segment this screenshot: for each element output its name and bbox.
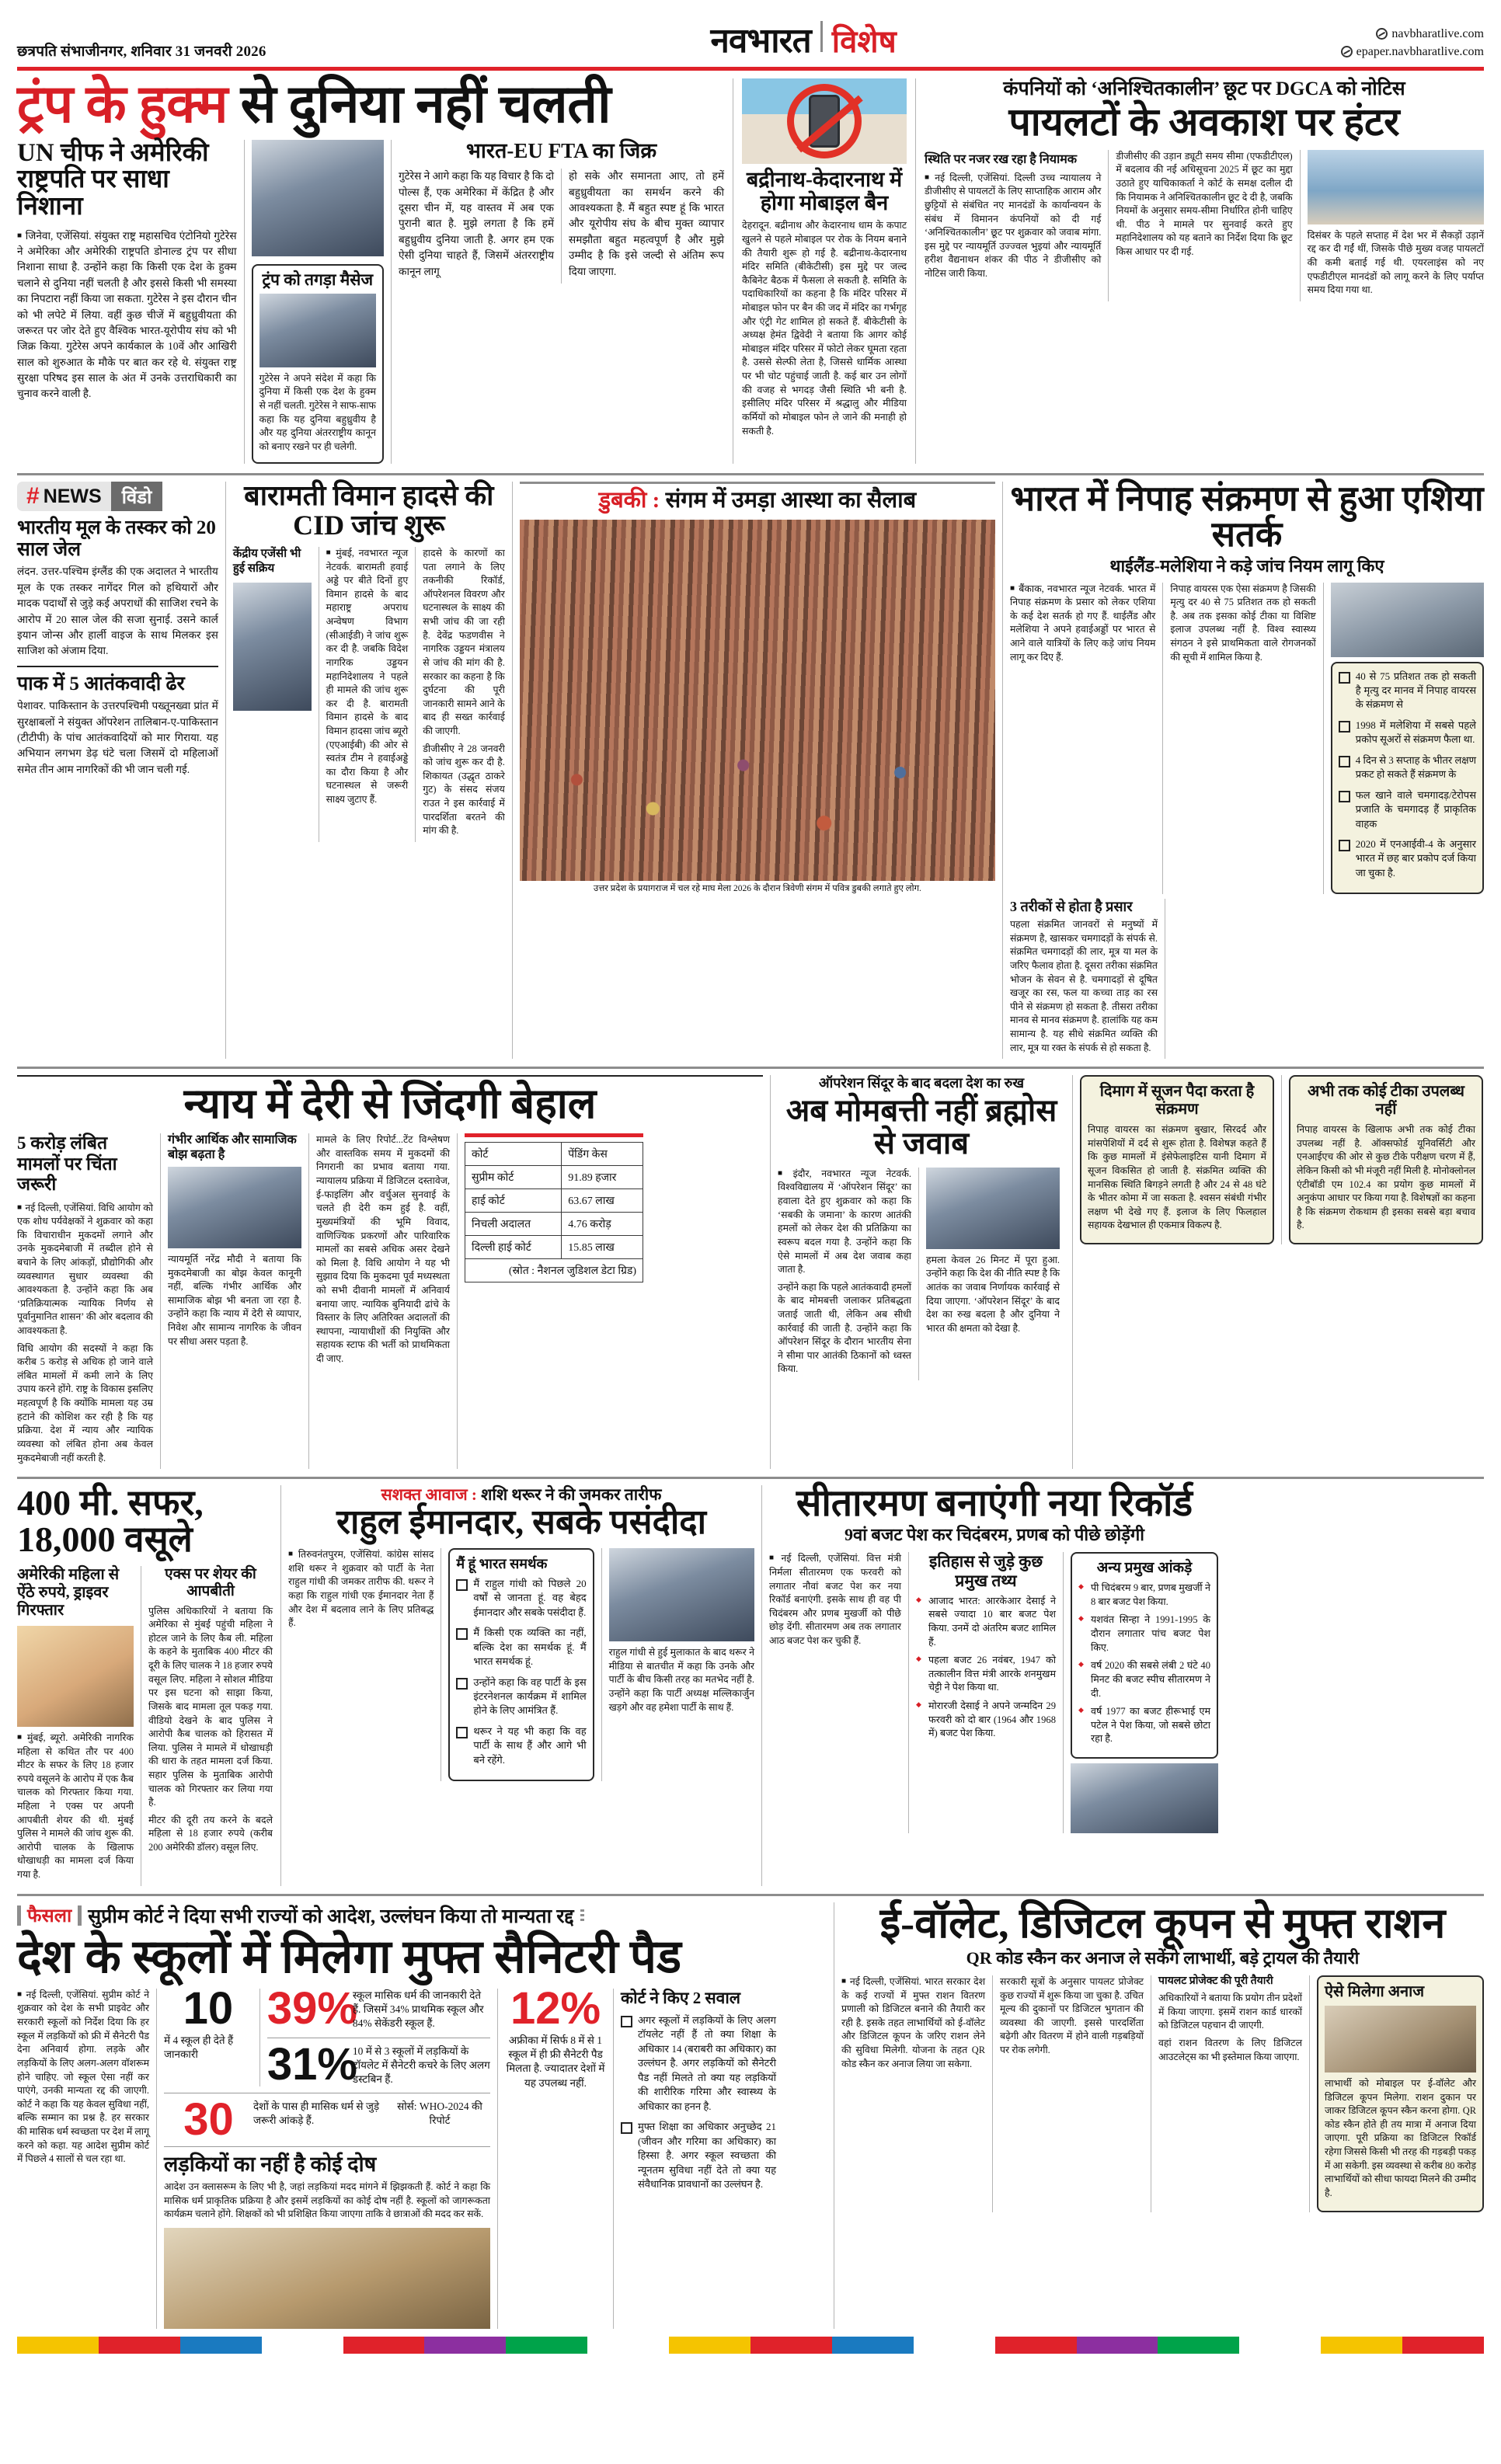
baramati-story xyxy=(233,482,505,1059)
baramati-headline: बारामती विमान हादसे की CID जांच शुरू xyxy=(244,480,494,541)
table-row xyxy=(465,1189,643,1213)
color-swatch xyxy=(587,2337,669,2354)
color-swatch xyxy=(1239,2337,1321,2354)
list-item: मैं किसी एक व्यक्ति का नहीं, बल्कि देश का समर्थक हूं. मैं भारत समर्थक हूं. xyxy=(456,1626,586,1669)
tharoor-box-title: मैं हूं भारत समर्थक xyxy=(456,1556,548,1572)
trump-box-title: ट्रंप को तगड़ा मैसेज xyxy=(262,270,374,289)
band-divider-4 xyxy=(17,1894,1484,1896)
stat-number: 31% xyxy=(266,2038,357,2090)
lead-headline-black: से दुनिया नहीं चलती xyxy=(240,75,611,134)
nipah-vaccine-box xyxy=(1289,1075,1483,1244)
sangam-crowd-photo xyxy=(520,520,995,881)
top-band xyxy=(11,75,1490,464)
color-swatch xyxy=(669,2337,750,2354)
lead-subhead: UN चीफ ने अमेरिकी राष्ट्रपति पर साधा निशाना xyxy=(17,138,209,221)
airport-screening-photo xyxy=(1331,583,1484,657)
ewallet-pilot-body: अधिकारियों ने बताया कि प्रयोग तीन प्रदेशों में किया जाएगा. इसमें राशन कार्ड धारकों को डिजिटल पहचान दी जाएगी. xyxy=(1158,1992,1302,2031)
hash-news-label: NEWS xyxy=(43,485,102,507)
nyay-story xyxy=(17,1075,763,1469)
brahmos-story xyxy=(778,1075,1065,1469)
hash-item1-body: लंदन. उत्तर-पश्चिम इंग्लैंड की एक अदालत ने भारतीय मूल के एक तस्कर नागेंदर गिल को हथियारों और मादक पदार्थों से जुड़े कई अपराधों की साजिश रचने के आरोप में 20 साल जेल की सजा सुनाई. उसने कार्ल इयान जोन्स और हार्ली वाइज के साथ मिलकर इस साजिश को अंजाम दिया. xyxy=(17,566,218,657)
tharoor-body-2: राहुल गांधी से हुई मुलाकात के बाद थरूर ने मीडिया से बातचीत में कहा कि उनके और पार्टी के बीच किसी तरह का मतभेद नहीं है. उन्होंने कहा कि पार्टी अध्यक्ष मल्लिकार्जुन खड़गे और वह हमेशा पार्टी के साथ हैं. xyxy=(608,1647,754,1713)
color-swatch xyxy=(995,2337,1077,2354)
lead-body-2: गुटेरेस ने आगे कहा कि यह विचार है कि दो पोल्स हैं, एक अमेरिका में केंद्रित है और दूसरा चीन में, यह वास्तव में अब एक पुरानी बात है. मुझे लगता है कि हमें बहुध्रुवीय दुनिया जाती है. अगर हम एक ऐसी दुनिया चाहते हैं, जिसमें अंतरराष्ट्रीय कानून लागू xyxy=(399,170,554,277)
color-swatch xyxy=(1158,2337,1239,2354)
table-source: (स्रोत : नैशनल जुडिशल डेटा ग्रिड) xyxy=(465,1259,643,1282)
hash-news-column xyxy=(17,482,218,1059)
sitharaman-subhead: 9वां बजट पेश कर चिदंबरम, प्रणब को पीछे छोड़ेंगी xyxy=(845,1525,1144,1545)
ration-shop-photo xyxy=(1325,2006,1476,2072)
stat-number: 39% xyxy=(266,1982,357,2034)
hash-news-tag-b: विंडो xyxy=(111,482,163,511)
nyay-body-3: न्यायमूर्ति नरेंद्र मौदी ने बताया कि मुकदमेबाजी का बोझ केवल कानूनी नहीं, बल्कि गंभीर आर्थिक और सामाजिक बोझ भी बनता जा रहा है. उन्होंने कहा कि न्याय में देरी से व्यापार, निवेश और सामान्य नागरिक के जीवन पर सीधा असर पड़ता है. xyxy=(168,1254,301,1347)
newspaper-logo xyxy=(710,16,896,62)
ewallet-subhead: QR कोड स्कैन कर अनाज ले सकेंगे लाभार्थी, बड़े ट्रायल की तैयारी xyxy=(966,1947,1360,1968)
second-band xyxy=(11,479,1490,1059)
masthead-rule xyxy=(17,67,1484,71)
tharoor-headline: राहुल ईमानदार, सबके पसंदीदा xyxy=(336,1503,706,1542)
list-item: 1998 में मलेशिया में सबसे पहले प्रकोप सूअरों से संक्रमण फैला था. xyxy=(1339,719,1476,747)
fta-subsection-title: भारत-EU FTA का जिक्र xyxy=(465,138,657,162)
brahmos-body-2: उन्होंने कहा कि पहले आतंकवादी हमलों के बाद मोमबत्ती जलाकर प्रतिबद्धता जताई जाती थी, लेकिन अब सीधी कार्रवाई की जाती है. उन्होंने कहा कि ऑपरेशन सिंदूर के दौरान भारतीय सेना ने सीमा पार आतंकी ठिकानों को ध्वस्त किया. xyxy=(778,1281,911,1375)
color-swatch xyxy=(1402,2337,1484,2354)
tharoor-photo xyxy=(609,1548,754,1641)
dgca-body-2: डीजीसीए की उड़ान ड्यूटी समय सीमा (एफडीटीएल) में बदलाव की नई अधिसूचना 2025 में छूट का मुद्दा उठाते हुए याचिकाकर्ता ने कोर्ट के समक्ष दलील दी कि नियामक ने अनिश्चितकालीन छूट दे दी है, जबकि नियमों के अनुसार समय-सीमा निर्धारित होनी चाहिए थी. पीठ ने मामले पर सुनवाई करते हुए महानिदेशालय को यह बताने का निर्देश दिया कि छूट किस आधार पर दी गई. xyxy=(1116,150,1293,258)
color-swatch xyxy=(17,2337,99,2354)
color-swatch xyxy=(750,2337,832,2354)
ewallet-headline: ई-वॉलेट, डिजिटल कूपन से मुफ्त राशन xyxy=(879,1899,1446,1947)
faisla-tag-row xyxy=(17,1902,827,1929)
nyay-body-1: ■ नई दिल्ली, एजेंसियां. विधि आयोग को एक शोध पर्यवेक्षकों ने शुक्रवार को कहा कि विचाराधीन मुकदमों लगाने और उनके मुकदमेबाजी में तब्दील होने से बचाने के लिए आंकड़ों, प्रौद्योगिकी और व्यवस्थागत सुधार व्यवस्था की आवश्यकता है. उन्होंने कहा कि अब ‘प्रतिक्रियात्मक न्यायिक निर्णय से पूर्वानुमानित शासन’ की ओर बदलाव की आवश्यकता है. xyxy=(17,1202,153,1338)
sanitary-questions-title: कोर्ट ने किए 2 सवाल xyxy=(621,1988,741,2007)
color-swatch xyxy=(506,2337,587,2354)
nipah-story xyxy=(1010,479,1484,1059)
sitharaman-facts-title: इतिहास से जुड़े कुछ प्रमुख तथ्य xyxy=(928,1552,1043,1590)
lead-body-3: हो सके और समानता आए, तो हमें बहुध्रुवीयता का समर्थन करने की आवश्यकता है. मैं बहुत स्पष्ट हूं कि भारत और यूरोपीय संघ के बीच मुक्त व्यापार समझौता बहुत महत्वपूर्ण है और मुझे उम्मीद है कि इसे जल्दी से अंतिम रूप दिया जाएगा. xyxy=(569,170,724,277)
lead-headline xyxy=(17,75,724,134)
cell-cases: 4.76 करोड़ xyxy=(562,1213,643,1236)
dgca-body-3: दिसंबर के पहले सप्ताह में देश भर में सैकड़ों उड़ानें रद्द कर दी गईं थीं, जिसके पीछे मुख्य वजह पायलटों की कमी बताई गई थी. एयरलाइंस को नए एफडीटीएल मानदंडों को लागू करने के लिए पर्याप्त समय दिया गया था. xyxy=(1307,229,1484,296)
pending-cases-table xyxy=(465,1142,643,1282)
stat-source: सोर्स: WHO-2024 की रिपोर्ट xyxy=(397,2100,482,2127)
list-item: अगर स्कूलों में लड़कियों के लिए अलग टॉयलेट नहीं हैं तो क्या शिक्षा के अधिकार 14 (बराबरी का अधिकार) का उल्लंघन है. अगर लड़कियों को सैनेटरी पैड नहीं मिलते तो क्या यह लड़कियों की शारीरिक गरिमा और स्वास्थ्य के अधिकार का हनन है. xyxy=(621,2013,776,2114)
logo-edition-text: विशेष xyxy=(831,24,897,59)
dubki-caption: उत्तर प्रदेश के प्रयागराज में चल रहे माघ मेला 2026 के दौरान त्रिवेणी संगम में पवित्र डुबकी लगाते हुए लोग. xyxy=(593,884,921,894)
list-item: मैं राहुल गांधी को पिछले 20 वर्षों से जानता हूं. वह बेहद ईमानदार और सबके पसंदीदा हैं. xyxy=(456,1577,586,1620)
logo-main-text: नवभारत xyxy=(710,22,811,60)
list-item: ◆ वर्ष 2020 की सबसे लंबी 2 घंटे 40 मिनट की बजट स्पीच सीतारमण ने दी. xyxy=(1078,1659,1210,1700)
logo-divider xyxy=(820,21,823,52)
nipah-brain-box xyxy=(1080,1075,1274,1244)
baramati-body-1: ■ मुंबई, नवभारत न्यूज नेटवर्क. बारामती हवाई अड्डे पर बीते दिनों हुए विमान हादसे के बाद महाराष्ट्र अपराध अन्वेषण विभाग (सीआईडी) ने जांच शुरू कर दी है. जबकि विदेश नागरिक उड्डयन महानिदेशालय ने पहले ही मामले की जांच शुरू कर दी है. बारामती विमान हादसे के बाद विमान हादसा जांच ब्यूरो (एएआईबी) की ओर से स्वतंत्र टीम ने हवाईअड्डे का दौरा किया है और घटनास्थल से जरूरी साक्ष्य जुटाए हैं. xyxy=(326,547,409,807)
fourth-band xyxy=(11,1485,1490,1886)
band-divider-1 xyxy=(17,473,1484,475)
color-swatch xyxy=(262,2337,343,2354)
sitharaman-box-list xyxy=(1078,1582,1210,1746)
col-header-court: कोर्ट xyxy=(465,1143,562,1166)
baramati-sub: केंद्रीय एजेंसी भी हुई सक्रिय xyxy=(232,548,301,575)
tharoor-box-list xyxy=(456,1577,586,1767)
stat-note: 10 में से 3 स्कूलों में लड़कियों के टॉयलेट में सैनेटरी कचरे के लिए अलग डस्टबिन हैं. xyxy=(352,2045,490,2085)
dgca-body-1: ■ नई दिल्ली, एजेंसियां. दिल्ली उच्च न्यायालय ने डीजीसीए से पायलटों के लिए साप्ताहिक आराम और छुट्टियों से संबंधित नए मानदंडों के कार्यान्वयन के संबंध में विमानन कंपनियों को दी गई ‘अनिश्चितकालीन’ छूट पर शुक्रवार को जवाब मांगा. इस मुद्दे पर न्यायमूर्ति उज्ज्वल भुइयां और न्यायमूर्ति हरीश वैद्यनाथन शंकर की पीठ ने डीजीसीए को नोटिस जारी किया. xyxy=(925,172,1101,281)
sanitary-sub-body: आदेश उन क्लासरूम के लिए भी है, जहां लड़कियां मदद मांगने में झिझकती हैं. कोर्ट ने कहा कि मासिक धर्म प्राकृतिक प्रक्रिया है और इसमें लड़कियों का कोई दोष नहीं है. स्कूलों को जागरूकता कार्यक्रम चलाने होंगे. शिक्षकों को भी प्रशिक्षित किया जाएगा ताकि वे छात्राओं की मदद कर सकें. xyxy=(164,2181,490,2220)
hash-item1-title: भारतीय मूल के तस्कर को 20 साल जेल xyxy=(17,517,216,560)
color-swatch xyxy=(914,2337,995,2354)
tharoor-quotes-box xyxy=(448,1548,594,1781)
cell-court: सुप्रीम कोर्ट xyxy=(465,1166,562,1189)
nipah-box4-body: निपाह वायरस का संक्रमण बुखार, सिरदर्द और मांसपेशियों में दर्द से शुरू होता है. विशेषज्ञ कहते हैं कि कुछ मामलों में इंसेफेलाइटिस यानी दिमाग में सूजन विकसित हो जाती है. संक्रमित व्यक्ति की मानसिक स्थिति बिगड़ने लगती है और 24 से 48 घंटे के भीतर कोमा में जा सकता है. श्वसन संबंधी गंभीर लक्षण भी देखे गए हैं. इलाज के लिए फिलहाल सहायक देखभाल ही एकमात्र विकल्प है. xyxy=(1088,1124,1266,1231)
col-header-cases: पेंडिंग केस xyxy=(562,1143,643,1166)
hash-news-tag-a xyxy=(17,482,111,511)
nyay-subhead: 5 करोड़ लंबित मामलों पर चिंता जरूरी xyxy=(17,1133,117,1195)
brahmos-speaker-photo xyxy=(926,1168,1060,1249)
cell-cases: 91.89 हजार xyxy=(562,1166,643,1189)
brahmos-kicker: ऑपरेशन सिंदूर के बाद बदला देश का रुख xyxy=(818,1075,1025,1091)
dgca-headline: पायलटों के अवकाश पर हंटर xyxy=(1008,99,1400,144)
dgca-kicker: कंपनियों को ‘अनिश्चितकालीन’ छूट पर DGCA को नोटिस xyxy=(1003,78,1405,99)
sitharaman-photo xyxy=(1071,1763,1218,1833)
dgca-story xyxy=(925,78,1484,464)
dubki-headline xyxy=(520,489,995,513)
nipah-box3-title: 3 तरीकों से होता है प्रसार xyxy=(1010,899,1133,915)
nipah-side-boxes xyxy=(1080,1075,1484,1469)
nipah-box5-title: अभी तक कोई टीका उपलब्ध नहीं xyxy=(1308,1083,1464,1119)
tharoor-kicker xyxy=(288,1485,754,1504)
globe-icon xyxy=(1341,46,1353,57)
nipah-facts-box xyxy=(1331,662,1484,895)
sitharaman-headline: सीतारमण बनाएंगी नया रिकॉर्ड xyxy=(796,1483,1193,1525)
ewallet-body-2: सरकारी सूत्रों के अनुसार पायलट प्रोजेक्ट कुछ राज्यों में शुरू किया जा चुका है. उचित मूल्य की दुकानों पर डिजिटल भुगतान की व्यवस्था की जाएगी. इससे पारदर्शिता बढ़ेगी और वितरण में होने वाली गड़बड़ियों पर रोक लगेगी. xyxy=(1000,1976,1144,2056)
color-swatch xyxy=(1321,2337,1402,2354)
ewallet-story xyxy=(841,1899,1484,2329)
list-item: ◆ यशवंत सिन्हा ने 1991-1995 के दौरान लगातार पांच बजट पेश किए. xyxy=(1078,1613,1210,1655)
tharoor-story xyxy=(288,1485,754,1886)
tharoor-kicker-red: सशक्त आवाज : xyxy=(381,1485,477,1505)
nyay-body-2: विधि आयोग की सदस्यों ने कहा कि करीब 5 करोड़ से अधिक हो जाने वाले लंबित मामलों में कमी लाने के लिए उपाय करने होंगे. राष्ट्र के विकास इसलिए महत्वपूर्ण है कि क्योंकि मामला यह उम्र हटाने की कोशिश कर रही है कि यह प्रक्रिया. देश में न्याय और न्यायिक व्यवस्था को लंबित होना अब केवल मुकदमेबाजी नहीं करती है. xyxy=(17,1342,153,1463)
gavel-photo xyxy=(164,2228,490,2329)
nipah-body-2: निपाह वायरस एक ऐसा संक्रमण है जिसकी मृत्यु दर 40 से 75 प्रतिशत तक हो सकती है. अब तक इसका कोई टीका या विशिष्ट इलाज उपलब्ध नहीं है. विश्व स्वास्थ्य संगठन ने इसे प्राथमिकता वाले रोगजनकों की सूची में शामिल किया है. xyxy=(1170,583,1316,663)
trump-photo xyxy=(259,294,376,367)
publication-dateline: छत्रपति संभाजीनगर, शनिवार 31 जनवरी 2026 xyxy=(17,44,266,60)
lead-body-1: ■ जिनेवा, एजेंसियां. संयुक्त राष्ट्र महासचिव एंटोनियो गुटेरेस ने अमेरिका और अमेरिकी राष्ट्रपति डोनाल्ड ट्रंप पर सीधा निशाना साधा है. उन्होंने कहा कि किसी एक देश के हुक्म चलाने से दुनिया नहीं चलती है और इससे किसी भी समस्या का निपटारा नहीं किया जा सकता. गुटेरेस ने इस दौरान चीन को भी लपेटे में लिया. वहीं कुछ चीजें में बहुध्रुवीयता की जरूरत पर जोर देते हुए वैश्विक भारत-यूरोपीय संघ को भी जिक्र किया. गुटेरेस अपने कार्यकाल के 10वें और आखिरी साल को शुरुआत के मौके पर बात कर रहे थे. संयुक्त राष्ट्र सुरक्षा परिषद इस साल के अंत में उनके उत्तराधिकारी का चुनाव करने वाली है. xyxy=(17,228,237,402)
lead-headline-red: ट्रंप के हुक्म xyxy=(17,75,228,134)
taxi-body-1: ■ मुंबई, ब्यूरो. अमेरिकी नागरिक महिला से कथित तौर पर 400 मीटर के सफर के लिए 18 हजार रुपये वसूलने के आरोप में एक कैब चालक को गिरफ्तार किया गया. महिला ने एक्स पर अपनी आपबीती शेयर की थी. मुंबई पुलिस ने मामले की जांच शुरू की. आरोपी चालक के खिलाफ धोखाधड़ी का मामला दर्ज किया गया है. xyxy=(17,1731,134,1882)
hash-news-tag xyxy=(17,482,218,511)
sitharaman-body-1: ■ नई दिल्ली, एजेंसियां. वित्त मंत्री निर्मला सीतारमण एक फरवरी को लगातार नौवां बजट पेश कर नया रिकॉर्ड बनाएंगी. इसके साथ ही वह पी चिदंबरम और प्रणब मुखर्जी को पीछे छोड़ देंगी. सीतारमण अब तक लगातार आठ बजट पेश कर चुकी हैं. xyxy=(769,1552,901,1648)
brahmos-headline: अब मोमबत्ती नहीं ब्रह्मोस से जवाब xyxy=(785,1092,1057,1161)
stat-number: 10 xyxy=(183,1982,234,2034)
stat-block-5 xyxy=(505,1982,606,2329)
color-swatch xyxy=(343,2337,425,2354)
hash-item2-title: पाक में 5 आतंकवादी ढेर xyxy=(17,673,185,694)
ewallet-last-body: वहां राशन वितरण के लिए डिजिटल आउटलेट्स का भी इस्तेमाल किया जाएगा. xyxy=(1158,2037,1302,2062)
sanitary-body-1: ■ नई दिल्ली, एजेंसियां. सुप्रीम कोर्ट ने शुक्रवार को देश के सभी प्राइवेट और सरकारी स्कूलों को निर्देश दिया कि हर स्कूल में लड़कियों को फ्री में सैनेटरी पैड देना अनिवार्य होगा. लड़के और लड़कियों के लिए अलग-अलग वॉशरूम होने चाहिए. जो स्कूल ऐसा नहीं कर पाएंगे, उनकी मान्यता रद्द की जाएगी. कोर्ट ने कहा कि यह केवल सुविधा नहीं, बल्कि सम्मान का प्रश्न है. हर सरकार की मासिक धर्म स्वच्छता पर देश में लागू करने को कहा. यह आदेश सुप्रीम कोर्ट में पिछले 4 सालों से चल रहा था. xyxy=(17,1989,149,2166)
badrinath-kedarnath-photo xyxy=(742,78,907,164)
stat-note: अफ्रीका में सिर्फ 8 में से 1 स्कूल में ही फ्री सैनेटरी पैड मिलता है. ज्यादातर देशों में यह उपलब्ध नहीं. xyxy=(506,2034,605,2089)
list-item: 40 से 75 प्रतिशत तक हो सकती है मृत्यु दर मानव में निपाह वायरस के संक्रमण से xyxy=(1339,670,1476,712)
list-item: उन्होंने कहा कि वह पार्टी के इस इंटरनेशनल कार्यक्रम में शामिल होने के लिए आमंत्रित हैं. xyxy=(456,1676,586,1718)
table-source-row xyxy=(465,1259,643,1282)
sanitary-questions-list xyxy=(621,2013,776,2191)
color-swatch xyxy=(180,2337,262,2354)
cell-court: दिल्ली हाई कोर्ट xyxy=(465,1236,562,1259)
hash-item-divider xyxy=(17,666,218,667)
sitharaman-story xyxy=(769,1485,1220,1886)
stat-note: स्कूल मासिक धर्म की जानकारी देते हैं. जिसमें 34% प्राथमिक स्कूल और 84% सेकेंडरी स्कूल हैं. xyxy=(352,1989,484,2030)
list-item: फल खाने वाले चमगादड़/टेरोपस प्रजाति के चमगादड़ हैं प्राकृतिक वाहक xyxy=(1339,788,1476,831)
third-band xyxy=(11,1075,1490,1469)
taxi-sub2: एक्स पर शेयर की आपबीती xyxy=(165,1565,256,1599)
aircraft-photo xyxy=(1308,150,1484,224)
menu-icon xyxy=(580,1907,604,1923)
taxi-sub: अमेरिकी महिला से ऐंठे रुपये, ड्राइवर गिरफ्तार xyxy=(17,1565,120,1619)
ewallet-pilot-title: पायलट प्रोजेक्ट की पूरी तैयारी xyxy=(1158,1975,1273,1988)
masthead xyxy=(11,0,1490,64)
color-swatch xyxy=(99,2337,180,2354)
baramati-body-2: हादसे के कारणों का पता लगाने के लिए तकनीकी रिकॉर्ड, ऑपरेशनल विवरण और घटनास्थल के साक्ष्य की सभी जांच की जा रही है. देवेंद्र फडणवीस ने नागरिक उड्डयन मंत्रालय से जांच की मांग की है. सरकार का कहना है कि दुर्घटना की पूरी जानकारी सामने आने के बाद ही सख्त कार्रवाई की जाएगी. xyxy=(423,548,505,736)
hash-item2-body: पेशावर. पाकिस्तान के उत्तरपश्चिमी पख्तूनख्वा प्रांत में सुरक्षाबलों ने संयुक्त ऑपरेशन तालिबान-ए-पाकिस्तान (टीटीपी) के पांच आतंकवादियों को मार गिराया. यह अभियान लगभग डेढ़ घंटे चला जिसमें दो महिलाओं समेत तीन आम नागरिकों की भी जान चली गई. xyxy=(17,700,218,775)
faisla-tag: फैसला xyxy=(27,1906,72,1927)
list-item: ◆ पहला बजट 26 नवंबर, 1947 को तत्कालीन वित्त मंत्री आरके शनमुखम चेट्टी ने पेश किया था. xyxy=(916,1654,1056,1695)
cell-cases: 63.67 लाख xyxy=(562,1189,643,1213)
dubki-kicker-rest: संगम में उमड़ा आस्था का सैलाब xyxy=(665,488,917,513)
nipah-box4-title: दिमाग में सूजन पैदा करता है संक्रमण xyxy=(1099,1083,1255,1119)
stat-block-3 xyxy=(266,2038,490,2090)
color-swatch xyxy=(1077,2337,1158,2354)
color-swatch xyxy=(424,2337,506,2354)
list-item: थरूर ने यह भी कहा कि वह पार्टी के साथ हैं और आगे भी बने रहेंगे. xyxy=(456,1724,586,1767)
dubki-photo-story xyxy=(520,482,995,1059)
nyay-table-rule xyxy=(465,1133,643,1137)
sanitary-story xyxy=(17,1902,827,2329)
list-item: मुफ्त शिक्षा का अधिकार अनुच्छेद 21 (जीवन और गरिमा का अधिकार) का हिस्सा है. अगर स्कूल स्वच्छता की न्यूनतम सुविधा नहीं देते तो क्या यह संवैधानिक प्रावधानों का उल्लंघन है. xyxy=(621,2120,776,2191)
ewallet-body-1: ■ नई दिल्ली, एजेंसियां. भारत सरकार देश के कई राज्यों में मुफ्त राशन वितरण प्रणाली को डिजिटल बनाने की तैयारी कर रही है. इसके तहत लाभार्थियों को ई-वॉलेट और डिजिटल कूपन के जरिए राशन लेने की सुविधा मिलेगी. योजना के तहत QR कोड स्कैन कर अनाज लिया जा सकेगा. xyxy=(841,1975,985,2071)
hash-icon: # xyxy=(26,483,40,510)
taxi-body-2: पुलिस अधिकारियों ने बताया कि अमेरिका से मुंबई पहुंची महिला ने होटल जाने के लिए कैब ली. महिला के कहने के मुताबिक 400 मीटर की दूरी के लिए चालक ने 18 हजार रुपये वसूल लिए. महिला ने सोशल मीडिया पर इस घटना को साझा किया, जिसके बाद मामला तूल पकड़ गया. वीडियो देखने के बाद पुलिस ने आरोपी कैब चालक को हिरासत में लिया. पुलिस ने मामले में धोखाधड़ी की धारा के तहत मामला दर्ज किया. सहार पुलिस के मुताबिक आरोपी चालक को गिरफ्तार कर लिया गया है. xyxy=(148,1605,273,1808)
baramati-body-3: डीजीसीए ने 28 जनवरी को जांच शुरू कर दी है. शिकायत (उद्धृत ठाकरे गुट) के संसद संजय राउत ने इस कार्रवाई में पारदर्शिता बरतने की मांग की है. xyxy=(423,743,505,837)
sanitary-headline: देश के स्कूलों में मिलेगा मुफ्त सैनिटरी पैड xyxy=(17,1930,681,1982)
nyay-speaker-photo xyxy=(168,1167,301,1248)
stat-number: 12% xyxy=(510,1982,601,2034)
nyay-sub2: गंभीर आर्थिक और सामाजिक बोझ बढ़ता है xyxy=(168,1133,297,1161)
site-url[interactable]: navbharatlive.com xyxy=(1391,26,1484,40)
nipah-body-1: ■ बैंकाक, नवभारत न्यूज नेटवर्क. भारत में निपाह संक्रमण के प्रसार को लेकर एशिया के कई देश सतर्क हो गए हैं. थाईलैंड और मलेशिया ने अपने हवाईअड्डों पर भारत से आने वाले यात्रियों के लिए कड़े जांच नियम लागू कर दिए हैं. xyxy=(1010,583,1155,665)
ewallet-box-title: ऐसे मिलेगा अनाज xyxy=(1325,1983,1425,2001)
table-row xyxy=(465,1213,643,1236)
tharoor-kicker-rest: शशि थरूर ने की जमकर तारीफ xyxy=(481,1485,662,1505)
nyay-headline: न्याय में देरी से जिंदगी बेहाल xyxy=(183,1081,597,1128)
ban-icon xyxy=(787,84,862,158)
guterres-photo xyxy=(252,140,384,256)
trump-message-box xyxy=(252,264,384,465)
stat-block-2 xyxy=(266,1982,490,2034)
mobile-ban-story xyxy=(742,78,907,464)
sitharaman-facts-list xyxy=(916,1595,1056,1741)
list-item: ◆ आजाद भारत: आरकेआर देसाई ने सबसे ज्यादा 10 बार बजट पेश किया. उनमें दो अंतरिम बजट शामिल हैं. xyxy=(916,1595,1056,1650)
sitharaman-stats-box xyxy=(1071,1552,1218,1759)
band-divider-3 xyxy=(17,1477,1484,1479)
sanitary-stats-panel xyxy=(164,1982,490,2329)
ewallet-box-body: लाभार्थी को मोबाइल पर ई-वॉलेट और डिजिटल कूपन मिलेगा. राशन दुकान पर जाकर डिजिटल कूपन स्कैन करना होगा. QR कोड स्कैन होते ही तय मात्रा में अनाज दिया जाएगा. पूरी प्रक्रिया का डिजिटल रिकॉर्ड रहेगा जिससे किसी भी तरह की गड़बड़ी पकड़ में आ सकेगी. इस व्यवस्था से करीब 80 करोड़ लाभार्थियों को सीधा फायदा मिलने की उम्मीद है. xyxy=(1325,2078,1476,2198)
mobile-ban-headline: बद्रीनाथ-केदारनाथ में होगा मोबाइल बैन xyxy=(746,168,903,214)
list-item: ◆ मोरारजी देसाई ने अपने जन्मदिन 29 फरवरी को दो बार (1964 और 1968 में) बजट पेश किया. xyxy=(916,1700,1056,1741)
website-links xyxy=(1341,25,1484,61)
cell-court: हाई कोर्ट xyxy=(465,1189,562,1213)
tharoor-body-1: ■ तिरुवनंतपुरम, एजेंसियां. कांग्रेस सांसद शशि थरूर ने शुक्रवार को पार्टी के नेता राहुल गांधी की जमकर तारीफ की. थरूर ने कहा कि राहुल गांधी एक ईमानदार नेता हैं और देश में बदलाव लाने के लिए प्रतिबद्ध हैं. xyxy=(288,1548,434,1630)
list-item: ◆ वर्ष 1977 का बजट हीरूभाई एम पटेल ने पेश किया, जो सबसे छोटा रहा है. xyxy=(1078,1705,1210,1746)
nyay-body-4: मामले के लिए रिपोर्ट...टेंट विश्लेषण और वास्तविक समय में मुकदमों की निगरानी का प्रभाव बताया गया. न्यायालय प्रक्रिया में डिजिटल दस्तावेज, ई-फाइलिंग और वर्चुअल सुनवाई के चलते ही देरी कम हुई है. वहीं, मुख्यमंत्रियों की भूमि विवाद, वाणिज्यिक प्रकरणों और पारिवारिक मामलों का सबसे अधिक असर देखने को मिला है. विधि आयोग ने यह भी सुझाव दिया कि मुकदमा पूर्व मध्यस्थता को सभी दीवानी मामलों में अनिवार्य बनाया जाए. न्यायिक बुनियादी ढांचे के विस्तार के लिए अतिरिक्त अदालतों की स्थापना, न्यायाधीशों की नियुक्ति और सहायक स्टाफ की भर्ती को प्राथमिकता दी जाए. xyxy=(316,1134,450,1364)
list-item: ◆ पी चिदंबरम 9 बार, प्रणब मुखर्जी ने 8 बार बजट पेश किया. xyxy=(1078,1582,1210,1609)
sanitary-kicker: सुप्रीम कोर्ट ने दिया सभी राज्यों को आदेश, उल्लंघन किया तो मान्यता रद्द xyxy=(88,1905,574,1927)
globe-icon xyxy=(1376,28,1388,40)
taxi-headline: 400 मी. सफर, 18,000 वसूले xyxy=(17,1483,204,1560)
band-divider-2 xyxy=(17,1067,1484,1069)
bottom-band xyxy=(11,1899,1490,2329)
table-row xyxy=(465,1236,643,1259)
trump-box-body: गुटेरेस ने अपने संदेश में कहा कि दुनिया में किसी एक देश के हुक्म से नहीं चलती. गुटेरेस ने साफ-साफ कहा कि यह दुनिया बहुध्रुवीय है और यह दुनिया अंतरराष्ट्रीय कानून को बनाए रखने पर ही चलेगी. xyxy=(259,372,376,452)
nipah-box3-body: पहला संक्रमित जानवरों से मनुष्यों में संक्रमण है, खासकर चमगादड़ों के संपर्क से. संक्रमित चमगादड़ों की लार, मूत्र या मल के जरिए फैलाव होता है. दूसरा तरीका संक्रमित भोजन के सेवन से है. चमगादड़ों से दूषित खजूर का रस, फल या कच्चा ताड़ का रस पीने से संक्रमण हो सकता है. तीसरा तरीका मानव से मानव संक्रमण है. हालांकि यह कम सामान्य है. यह सीधे संक्रमित व्यक्ति की लार, मूत्र या रक्त के संपर्क से हो सकता है. xyxy=(1010,919,1158,1053)
sanitary-sub-title: लड़कियों का नहीं है कोई दोष xyxy=(164,2153,377,2177)
taxi-illustration xyxy=(17,1626,134,1727)
table-row xyxy=(465,1166,643,1189)
nipah-subhead: थाईलैंड-मलेशिया ने कड़े जांच नियम लागू किए xyxy=(1109,556,1384,576)
color-swatch xyxy=(832,2337,914,2354)
nipah-bullet-list xyxy=(1339,670,1476,881)
nipah-headline: भारत में निपाह संक्रमण से हुआ एशिया सतर्क xyxy=(1010,479,1484,555)
stat-block-4 xyxy=(164,2094,490,2146)
taxi-body-3: मीटर की दूरी तय करने के बदले महिला से 18 हजार रुपये (करीब 200 अमेरिकी डॉलर) वसूल लिए. xyxy=(148,1814,273,1853)
baramati-officer-photo xyxy=(233,583,312,711)
taxi-story xyxy=(17,1485,273,1886)
lead-story xyxy=(17,75,724,464)
mobile-ban-body: देहरादून. बद्रीनाथ और केदारनाथ धाम के कपाट खुलने से पहले मोबाइल पर रोक के नियम बनाने की तैयारी शुरू हो गई है. बद्रीनाथ-केदारनाथ मंदिर समिति (बीकेटीसी) इस मुद्दे पर जल्द कैबिनेट बैठक में फैसला ले सकती है. समिति के पदाधिकारियों का कहना है कि मंदिर परिसर में मोबाइल फोन पर बैन की जद में मंदिर का गर्भगृह और एंट्री गेट शामिल हो सकते हैं. बीकेटीसी के अध्यक्ष हेमंत द्विवेदी ने बताया कि आगर कोई मोबाइल मंदिर परिसर में फोटो लेकर घूमता रहता है. उससे सेल्फी लेता है, जिससे धार्मिक आस्था पर भी चोट पहुंचाई जाती है. कई बार उन लोगों की वजह से भगदड़ जैसी स्थिति भी बनी है. इसीलिए मंदिर परिसर में श्रद्धालु और मीडिया कर्मियों को मोबाइल फोन ले जाने की मनाही हो सकती है. xyxy=(742,220,907,437)
cell-court: निचली अदालत xyxy=(465,1213,562,1236)
list-item: 2020 में एनआईवी-4 के अनुसार भारत में छह बार प्रकोप दर्ज किया जा चुका है. xyxy=(1339,837,1476,880)
dgca-subhead: स्थिति पर नजर रख रहा है नियामक xyxy=(925,152,1078,166)
stat-number: 30 xyxy=(183,2094,234,2146)
color-registration-bar xyxy=(17,2337,1484,2354)
brahmos-body-1: ■ इंदौर, नवभारत न्यूज नेटवर्क. विश्वविद्यालय में ‘ऑपरेशन सिंदूर’ का हवाला देते हुए शुक्रवार को कहा कि ‘सबकी के जमाना’ के कारण आतंकी हमलों को लेकर देश की प्रतिक्रिया का स्वरूप बदल गया है. उन्होंने कहा कि ऐसे मामलों में अब देश जवाब कहा जाता है. xyxy=(778,1168,911,1277)
list-item: 4 दिन से 3 सप्ताह के भीतर लक्षण प्रकट हो सकते हैं संक्रमण के xyxy=(1339,753,1476,782)
epaper-url[interactable]: epaper.navbharatlive.com xyxy=(1356,44,1484,58)
ewallet-howto-box xyxy=(1317,1975,1484,2212)
brahmos-body-3: हमला केवल 26 मिनट में पूरा हुआ. उन्होंने कहा कि देश की नीति स्पष्ट है कि आतंक का जवाब निर्णायक कार्रवाई से दिया जाएगा. ‘ऑपरेशन सिंदूर’ के बाद देश का रुख बदला है और दुनिया ने भारत की क्षमता को देखा है. xyxy=(926,1254,1060,1334)
table-header-row xyxy=(465,1143,643,1166)
cell-cases: 15.85 लाख xyxy=(562,1236,643,1259)
nipah-box5-body: निपाह वायरस के खिलाफ अभी तक कोई टीका उपलब्ध नहीं है. ऑक्सफोर्ड यूनिवर्सिटी और एनआईएच की ओर से कुछ टीके परीक्षण चरण में हैं, लेकिन किसी को भी मंजूरी नहीं मिली है. मोनोक्लोनल एंटीबॉडी एम 102.4 का प्रयोग कुछ मामलों में अनुकंपा आधार पर किया गया है. विशेषज्ञों का कहना है कि संक्रमण रोकथाम ही इसका सबसे बड़ा बचाव है. xyxy=(1297,1124,1475,1231)
dubki-kicker-red: डुबकी : xyxy=(598,488,660,513)
stat-note: में 4 स्कूल ही देते हैं जानकारी xyxy=(164,2034,234,2061)
stat-note: देशों के पास ही मासिक धर्म से जुड़े जरूरी आंकड़े हैं. xyxy=(253,2100,380,2127)
stat-block-1 xyxy=(164,1982,252,2086)
sitharaman-box-title: अन्य प्रमुख आंकड़े xyxy=(1096,1560,1193,1577)
